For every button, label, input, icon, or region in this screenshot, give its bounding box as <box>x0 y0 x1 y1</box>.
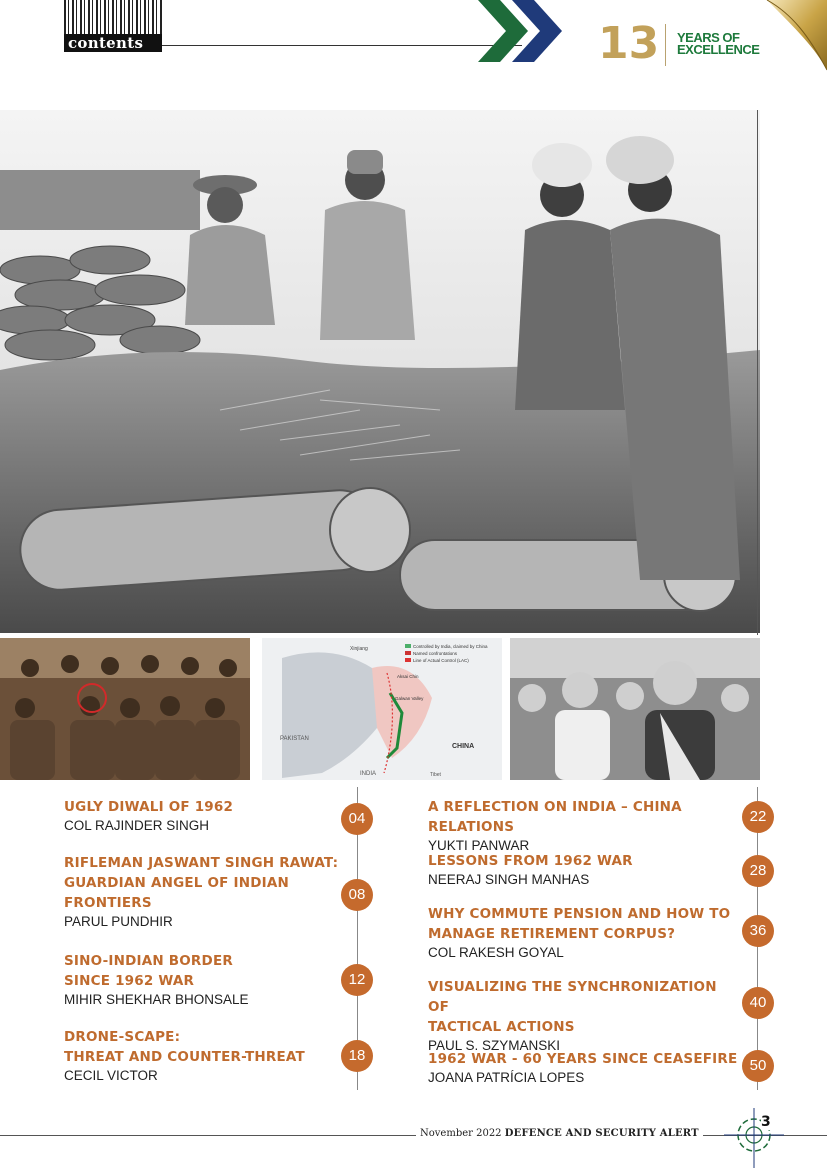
toc-entry[interactable] <box>64 1027 344 1085</box>
toc-entry-title[interactable]: UGLY DIWALI OF 1962 <box>64 799 234 815</box>
map-label-galwan: Galwan Valley <box>395 696 424 701</box>
hero-right-rule <box>757 110 758 635</box>
toc-entry[interactable] <box>428 977 738 1055</box>
page-badge[interactable]: 12 <box>341 964 373 996</box>
toc-entry[interactable] <box>64 797 344 835</box>
map-legend-1: Controlled by India, claimed by China <box>413 644 488 649</box>
thumb-leaders-photo <box>510 638 760 780</box>
toc-entry-title[interactable]: RIFLEMAN JASWANT SINGH RAWAT: GUARDIAN ANGEL OF INDIAN FRONTIERS <box>64 855 339 911</box>
map-illustration <box>262 638 502 780</box>
map-label-xinjiang: Xinjiang <box>350 646 368 652</box>
map-legend-2: Named confrontations <box>413 651 458 656</box>
anniversary-divider <box>665 24 666 66</box>
toc-entry-title[interactable]: A REFLECTION ON INDIA – CHINA RELATIONS <box>428 799 682 835</box>
page-badge[interactable]: 08 <box>341 879 373 911</box>
hero-photo <box>0 110 760 633</box>
map-label-pakistan: PAKISTAN <box>280 736 309 742</box>
toc-entry-author: MIHIR SHEKHAR BHONSALE <box>64 992 249 1007</box>
footer-issue: November 2022 <box>420 1128 502 1139</box>
page-badge[interactable]: 04 <box>341 803 373 835</box>
toc-entry-title[interactable]: VISUALIZING THE SYNCHRONIZATION OF TACTICAL ACTIONS <box>428 979 717 1035</box>
toc-entry[interactable] <box>64 853 344 931</box>
toc-entry-author: CECIL VICTOR <box>64 1068 158 1083</box>
toc-entry-author: PARUL PUNDHIR <box>64 914 173 929</box>
crosshair-icon <box>724 1108 784 1168</box>
toc-entry[interactable] <box>428 851 738 889</box>
thumb-map <box>262 638 502 780</box>
toc-entry-author: NEERAJ SINGH MANHAS <box>428 872 590 887</box>
page-number: 3 <box>761 1114 771 1130</box>
map-label-tibet: Tibet <box>430 772 441 778</box>
thumb-group-photo <box>0 638 250 780</box>
toc-entry-title[interactable]: DRONE-SCAPE: THREAT AND COUNTER-THREAT <box>64 1029 305 1065</box>
toc-entry-author: COL RAJINDER SINGH <box>64 818 210 833</box>
map-label-china: CHINA <box>452 743 475 750</box>
toc-entry-author: PAUL S. SZYMANSKI <box>428 1038 561 1053</box>
page-badge[interactable]: 22 <box>742 801 774 833</box>
map-label-aksai-chin: Aksai Chin <box>397 674 419 679</box>
toc-entry[interactable] <box>428 904 738 962</box>
page-badge[interactable]: 40 <box>742 987 774 1019</box>
toc-entry-author: JOANA PATRÍCIA LOPES <box>428 1070 585 1085</box>
page-badge[interactable]: 28 <box>742 855 774 887</box>
group-photo-illustration <box>0 638 250 780</box>
map-legend-3: Line of Actual Control (LAC) <box>413 658 469 663</box>
toc-entry[interactable] <box>428 797 738 855</box>
anniversary-number: 13 <box>598 18 660 69</box>
toc-entry[interactable] <box>428 1049 738 1087</box>
toc-entry-author: YUKTI PANWAR <box>428 838 530 853</box>
page-curl-icon <box>737 0 827 80</box>
page-badge[interactable]: 50 <box>742 1050 774 1082</box>
anniversary-line-2: EXCELLENCE <box>677 42 760 57</box>
chevron-logo-icon <box>478 0 598 62</box>
map-label-india: INDIA <box>360 771 377 777</box>
hero-photo-illustration <box>0 110 760 633</box>
page-badge[interactable]: 18 <box>341 1040 373 1072</box>
section-label: contents <box>64 34 162 52</box>
toc-entry-title[interactable]: WHY COMMUTE PENSION AND HOW TO MANAGE RETIREMENT CORPUS? <box>428 906 731 942</box>
page-badge[interactable]: 36 <box>742 915 774 947</box>
header-rule <box>162 45 522 46</box>
toc-entry-author: COL RAKESH GOYAL <box>428 945 564 960</box>
toc-entry-title[interactable]: 1962 WAR - 60 YEARS SINCE CEASEFIRE <box>428 1051 738 1067</box>
toc-entry-title[interactable]: LESSONS FROM 1962 WAR <box>428 853 633 869</box>
toc-entry-title[interactable]: SINO-INDIAN BORDER SINCE 1962 WAR <box>64 953 233 989</box>
barcode-graphic <box>64 0 162 34</box>
toc-entry[interactable] <box>64 951 344 1009</box>
footer-rule <box>0 1135 827 1136</box>
footer-issue-line <box>416 1128 703 1139</box>
anniversary-line-1: YEARS OF <box>677 30 740 45</box>
footer-publication: DEFENCE AND SECURITY ALERT <box>504 1128 699 1139</box>
leaders-photo-illustration <box>510 638 760 780</box>
